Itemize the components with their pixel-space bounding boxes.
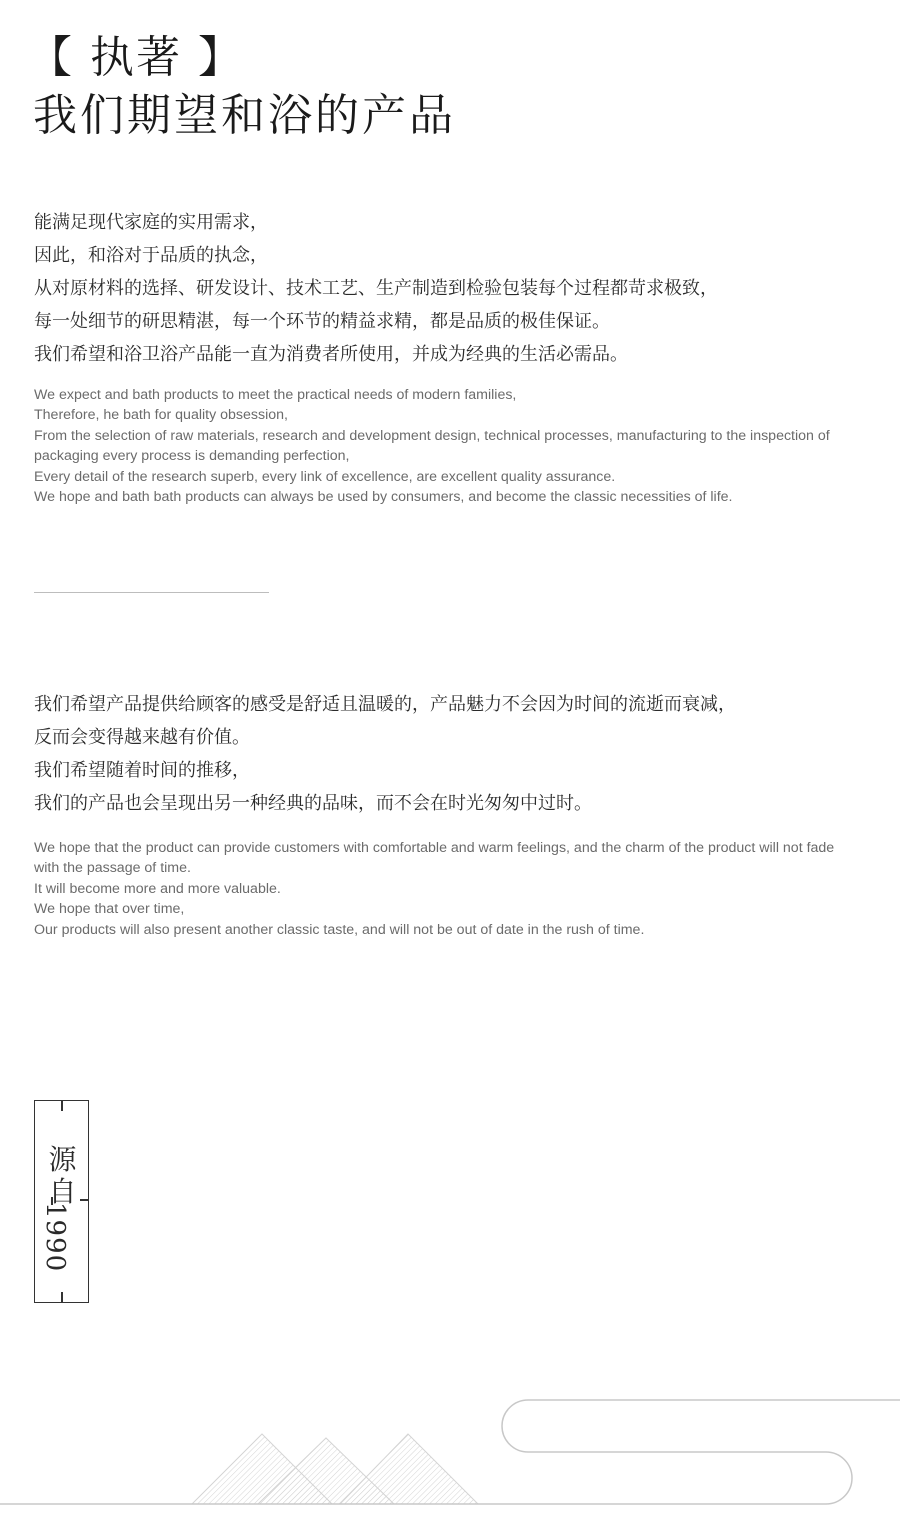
heading-bracket-title: 【 执著 】: [28, 32, 244, 83]
seal-char-zi: 自: [48, 1175, 77, 1208]
seal-tick: [61, 1101, 63, 1111]
paragraph-line: Therefore, he bath for quality obsession,: [34, 407, 288, 424]
paragraph-line: 从对原材料的选择、研发设计、技术工艺、生产制造到检验包装每个过程都苛求极致，: [34, 278, 718, 299]
mountain-decoration: [192, 1434, 478, 1504]
section1-chinese-text: [34, 206, 874, 371]
paragraph-line: We hope that over time,: [34, 901, 185, 918]
page-title: 我们期望和浴的产品: [33, 90, 456, 141]
paragraph-line: We hope that the product can provide customers with comfortable and warm feelings, and the charm of the product will not fade with the passage of time.: [34, 840, 835, 877]
paragraph-line: 我们希望随着时间的推移，: [34, 760, 250, 781]
paragraph-line: 我们的产品也会呈现出另一种经典的品味，而不会在时光匆匆中过时。: [34, 793, 592, 814]
section-divider: [34, 592, 269, 593]
paragraph-line: 我们希望和浴卫浴产品能一直为消费者所使用，并成为经典的生活必需品。: [34, 344, 628, 365]
section2-chinese-text: [34, 688, 874, 820]
paragraph-line: 我们希望产品提供给顾客的感受是舒适且温暖的，产品魅力不会因为时间的流逝而衰减，: [34, 694, 736, 715]
paragraph-line: We hope and bath bath products can always be used by consumers, and become the classic necessities of life.: [34, 489, 733, 506]
section1-english-text: [34, 385, 854, 507]
seal-year: 1990: [40, 1202, 70, 1273]
section2-english-text: [34, 838, 854, 940]
paragraph-line: It will become more and more valuable.: [34, 880, 281, 897]
paragraph-line: 因此，和浴对于品质的执念，: [34, 245, 268, 266]
paragraph-line: Our products will also present another classic taste, and will not be out of date in the rush of time.: [34, 921, 645, 938]
paragraph-line: From the selection of raw materials, research and development design, technical processes, manufacturing to the inspection of packaging every process is demanding perfection,: [34, 427, 830, 465]
decorative-mountains-and-lines: [0, 1390, 900, 1525]
paragraph-line: We expect and bath products to meet the practical needs of modern families,: [34, 387, 517, 403]
paragraph-line: 每一处细节的研思精湛，每一个环节的精益求精，都是品质的极佳保证。: [34, 311, 610, 332]
paragraph-line: Every detail of the research superb, every link of excellence, are excellent quality assurance.: [34, 468, 616, 485]
paragraph-line: 反而会变得越来越有价值。: [34, 727, 250, 748]
paragraph-line: 能满足现代家庭的实用需求，: [34, 212, 268, 233]
seal-char-yuan: 源: [48, 1143, 77, 1176]
